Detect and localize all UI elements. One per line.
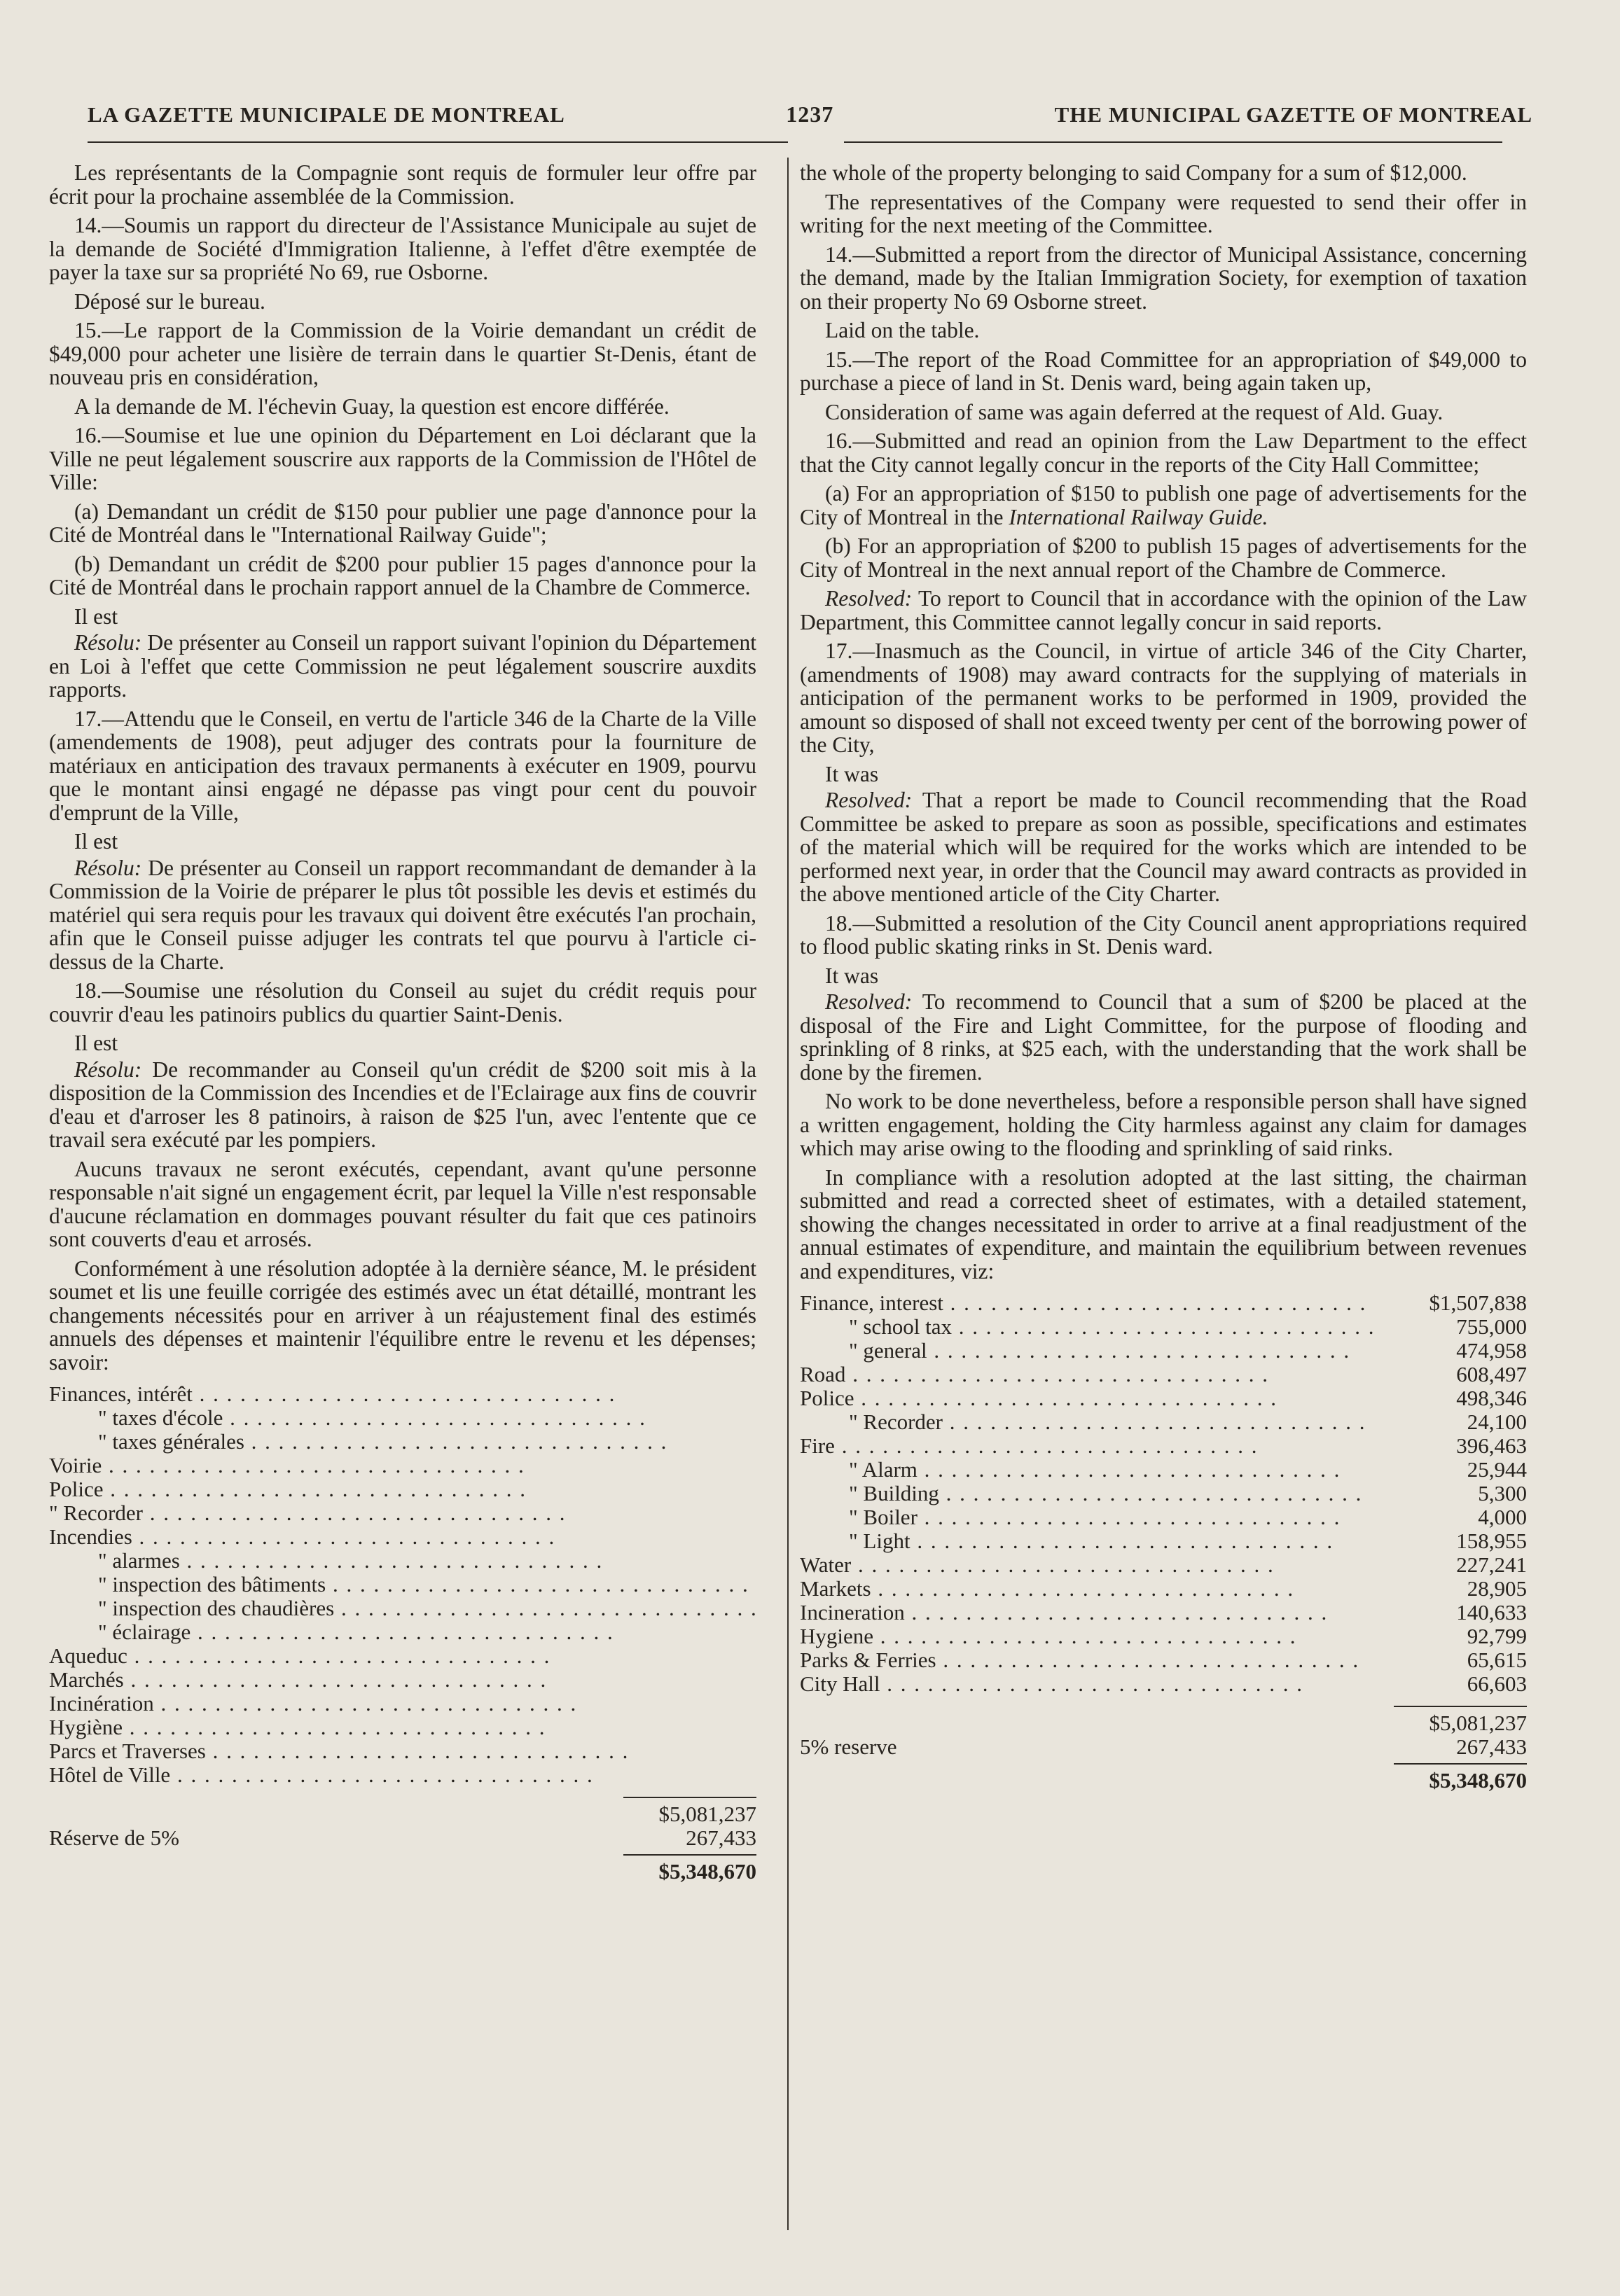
estimate-amount: $1,507,838 bbox=[1402, 1291, 1527, 1315]
estimate-label: Hôtel de Ville bbox=[49, 1763, 171, 1787]
estimate-amount: 755,000 bbox=[1402, 1315, 1527, 1339]
estimate-label: Aqueduc bbox=[49, 1644, 127, 1668]
estimate-row bbox=[800, 1363, 1527, 1386]
en-resolved-label: Resolved: bbox=[825, 586, 913, 611]
estimate-label: " Light bbox=[849, 1529, 911, 1553]
en-paragraph: the whole of the property belonging to said Company for a sum of $12,000. bbox=[800, 161, 1467, 185]
estimate-label: " Recorder bbox=[849, 1410, 943, 1434]
en-paragraph: The representatives of the Company were requested to send their offer in writing for the next meeting of the Committee. bbox=[800, 189, 1527, 237]
estimate-row bbox=[49, 1549, 756, 1573]
estimate-label: Marchés bbox=[49, 1668, 124, 1692]
fr-resolution bbox=[49, 856, 756, 974]
en-totals bbox=[800, 1706, 1527, 1793]
estimate-amount: 24,100 bbox=[1402, 1410, 1527, 1434]
estimate-amount: 28,905 bbox=[1402, 1577, 1527, 1601]
en-it-was: It was bbox=[825, 963, 879, 988]
fr-paragraph: Les représentants de la Compagnie sont requis de formuler leur offre par écrit pour la prochaine assemblée de la Commission. bbox=[49, 161, 756, 209]
fr-paragraph: 14.—Soumis un rapport du directeur de l'Assistance Municipale au sujet de la demande de Société d'Immigration Italienne, à l'effet d'être exemptée de payer la taxe sur sa propriété No 69, rue Osborne. bbox=[49, 213, 756, 284]
estimate-row bbox=[800, 1410, 1527, 1434]
fr-resolu-label: Résolu: bbox=[74, 1057, 142, 1082]
leader-dots bbox=[854, 1386, 1278, 1410]
estimate-label: " Building bbox=[849, 1482, 939, 1505]
leader-dots bbox=[102, 1454, 525, 1477]
estimate-label: " alarmes bbox=[98, 1549, 180, 1573]
leader-dots bbox=[143, 1501, 567, 1525]
fr-reserve-row bbox=[49, 1826, 756, 1850]
estimate-row bbox=[800, 1291, 1527, 1315]
fr-paragraph: Conformément à une résolution adoptée à la dernière séance, M. le président soumet et lis une feuille corrigée des estimés avec un état détaillé, montrant les changements nécessités pour en arriver à un réajustement final des estimés annuels des dépenses et maintenir l'équilibre entre le revenu et les dépenses; savoir: bbox=[49, 1255, 756, 1375]
fr-sum-rule bbox=[623, 1797, 756, 1798]
estimate-row bbox=[49, 1692, 756, 1716]
estimate-label: " inspection des bâtiments bbox=[98, 1573, 326, 1596]
estimate-row bbox=[800, 1553, 1527, 1577]
estimate-label: Parcs et Traverses bbox=[49, 1739, 206, 1763]
estimate-label: Incineration bbox=[800, 1601, 905, 1624]
estimate-row bbox=[800, 1386, 1527, 1410]
estimate-row bbox=[49, 1501, 756, 1525]
en-paragraph: 18.—Submitted a resolution of the City Council anent appropriations required to flood public skating rinks in St. Denis ward. bbox=[800, 910, 1527, 959]
fr-resolu-text: De présenter au Conseil un rapport suivant l'opinion du Département en Loi à l'effet que cette Commission ne peut légalement souscrire auxdits rapports. bbox=[49, 630, 756, 702]
fr-paragraph: 18.—Soumise une résolution du Conseil au sujet du crédit requis pour couvrir d'eau les patinoirs publics du quartier Saint-Denis. bbox=[49, 978, 756, 1027]
estimate-row bbox=[49, 1620, 756, 1644]
estimate-label: " taxes d'école bbox=[98, 1406, 223, 1430]
estimate-amount: 608,497 bbox=[1402, 1363, 1527, 1386]
estimate-row bbox=[800, 1505, 1527, 1529]
en-total: $5,348,670 bbox=[1429, 1768, 1527, 1793]
estimate-row bbox=[49, 1477, 756, 1501]
leader-dots bbox=[170, 1763, 594, 1787]
estimate-amount: 140,633 bbox=[1402, 1601, 1527, 1624]
estimate-label: Finances, intérêt bbox=[49, 1382, 193, 1406]
estimate-row bbox=[49, 1644, 756, 1668]
en-total-rule bbox=[1394, 1763, 1527, 1765]
leader-dots bbox=[911, 1529, 1334, 1553]
estimate-row bbox=[800, 1482, 1527, 1505]
en-paragraph: Laid on the table. bbox=[825, 318, 980, 342]
estimate-label: " éclairage bbox=[98, 1620, 191, 1644]
en-subtotal: $5,081,237 bbox=[1429, 1711, 1527, 1735]
estimate-row bbox=[49, 1430, 756, 1454]
fr-paragraph: Déposé sur le bureau. bbox=[74, 288, 265, 314]
english-column bbox=[800, 161, 1527, 2254]
leader-dots bbox=[326, 1573, 749, 1596]
estimate-amount: 65,615 bbox=[1402, 1648, 1527, 1672]
estimate-label: " Recorder bbox=[49, 1501, 144, 1525]
leader-dots bbox=[936, 1648, 1360, 1672]
leader-dots bbox=[918, 1505, 1341, 1529]
page-number: 1237 bbox=[786, 102, 834, 127]
en-para-a-text: (a) For an appropriation of $150 to publish one page of advertisements for the City of Montreal in the bbox=[800, 481, 1527, 529]
estimate-row bbox=[49, 1739, 756, 1763]
estimate-row bbox=[800, 1577, 1527, 1601]
leader-dots bbox=[180, 1549, 604, 1573]
leader-dots bbox=[939, 1482, 1363, 1505]
header-title-english: THE MUNICIPAL GAZETTE OF MONTREAL bbox=[1054, 102, 1532, 127]
estimate-row bbox=[49, 1525, 756, 1549]
en-reserve-amount: 267,433 bbox=[1456, 1734, 1527, 1759]
column-divider bbox=[787, 158, 789, 2230]
en-resolution bbox=[800, 990, 1527, 1084]
en-paragraph: In compliance with a resolution adopted at the last sitting, the chairman submitted and read a corrected sheet of estimates, with a detailed statement, showing the changes necessitated in order to arrive at a final readjustment of the annual estimates of expenditure, and maintain the equilibrium between revenues and expenditures, viz: bbox=[800, 1164, 1527, 1283]
estimate-row bbox=[800, 1529, 1527, 1553]
fr-subtotal: $5,081,237 bbox=[658, 1802, 756, 1826]
en-para-a-italic: International Railway Guide. bbox=[1009, 504, 1268, 529]
fr-reserve-amount: 267,433 bbox=[686, 1825, 756, 1850]
fr-paragraph: A la demande de M. l'échevin Guay, la question est encore différée. bbox=[74, 394, 670, 419]
fr-totals bbox=[49, 1797, 756, 1884]
estimate-amount: 498,346 bbox=[1402, 1386, 1527, 1410]
estimate-amount: 66,603 bbox=[1402, 1672, 1527, 1696]
fr-reserve-label: Réserve de 5% bbox=[49, 1825, 179, 1850]
estimate-label: Incinération bbox=[49, 1692, 154, 1716]
fr-il-est: Il est bbox=[74, 604, 118, 629]
estimate-amount: 5,300 bbox=[1402, 1482, 1527, 1505]
fr-paragraph: Aucuns travaux ne seront exécutés, cependant, avant qu'une personne responsable n'ait signé un engagement écrit, par lequel la Ville n'est responsable d'aucune réclamation en dommages pouvant résulter du fait que ces patinoirs sont couverts d'eau et arrosés. bbox=[49, 1156, 756, 1251]
estimate-label: Hygiene bbox=[800, 1624, 874, 1648]
leader-dots bbox=[927, 1339, 1351, 1363]
estimate-row bbox=[49, 1406, 756, 1430]
leader-dots bbox=[905, 1601, 1329, 1624]
estimate-row bbox=[49, 1716, 756, 1739]
fr-paragraph: 15.—Le rapport de la Commission de la Voirie demandant un crédit de $49,000 pour acheter une lisière de terrain dans le quartier St-Denis, étant de nouveau pris en considération, bbox=[49, 318, 756, 389]
fr-estimates-table bbox=[49, 1382, 756, 1787]
estimate-amount: 396,463 bbox=[1402, 1434, 1527, 1458]
leader-dots bbox=[193, 1382, 616, 1406]
en-resolved-text: To recommend to Council that a sum of $200 be placed at the disposal of the Fire and Light Committee, for the purpose of flooding and sprinkling of 8 rinks, at $25 each, with the understanding that the work shall be done by the firemen. bbox=[800, 989, 1527, 1085]
estimate-label: " general bbox=[849, 1339, 927, 1363]
fr-resolution bbox=[49, 631, 756, 702]
header-rule-right bbox=[844, 141, 1502, 143]
estimate-label: Road bbox=[800, 1363, 846, 1386]
estimate-amount: 92,799 bbox=[1402, 1624, 1527, 1648]
estimate-row bbox=[49, 1763, 756, 1787]
en-estimates-table bbox=[800, 1291, 1527, 1696]
fr-resolu-label: Résolu: bbox=[74, 855, 142, 880]
header-title-french: LA GAZETTE MUNICIPALE DE MONTREAL bbox=[88, 102, 565, 127]
en-sum-rule bbox=[1394, 1706, 1527, 1707]
estimate-row bbox=[800, 1648, 1527, 1672]
fr-resolu-text: De présenter au Conseil un rapport recommandant de demander à la Commission de la Voirie de préparer le plus tôt possible les devis et estimés du matériel qui sera requis pour les travaux qui doivent être exécutés l'an prochain, afin que le Conseil puisse adjuger les contrats tel que pourvu à l'article ci-dessus de la Charte. bbox=[49, 855, 756, 974]
estimate-label: City Hall bbox=[800, 1672, 880, 1696]
estimate-label: " school tax bbox=[849, 1315, 952, 1339]
leader-dots bbox=[244, 1430, 668, 1454]
french-column bbox=[49, 161, 756, 2254]
leader-dots bbox=[835, 1434, 1259, 1458]
en-resolved-text: That a report be made to Council recommending that the Road Committee be asked to prepare as soon as possible, specifications and estimates of the material which will be required for the works which are intended to be performed next year, in order that the Council may award contracts as provided in the above mentioned article of the City Charter. bbox=[800, 788, 1527, 906]
en-paragraph: Consideration of same was again deferred at the request of Ald. Guay. bbox=[825, 399, 1444, 424]
fr-paragraph: 16.—Soumise et lue une opinion du Département en Loi déclarant que la Ville ne peut légalement souscrire aux rapports de la Commission de l'Hôtel de Ville: bbox=[49, 423, 756, 494]
en-reserve-label: 5% reserve bbox=[800, 1734, 897, 1759]
leader-dots bbox=[952, 1315, 1376, 1339]
fr-subtotal-row bbox=[49, 1802, 756, 1826]
estimate-amount: 227,241 bbox=[1402, 1553, 1527, 1577]
fr-paragraph: (b) Demandant un crédit de $200 pour publier 15 pages d'annonce pour la Cité de Montréal dans le prochain rapport annuel de la Chambre de Commerce. bbox=[49, 551, 756, 599]
leader-dots bbox=[943, 1410, 1366, 1434]
en-paragraph: 15.—The report of the Road Committee for an appropriation of $49,000 to purchase a piece of land in St. Denis ward, being again taken up, bbox=[800, 347, 1527, 395]
estimate-amount: 474,958 bbox=[1402, 1339, 1527, 1363]
estimate-amount: 25,944 bbox=[1402, 1458, 1527, 1482]
estimate-row bbox=[800, 1339, 1527, 1363]
en-resolution bbox=[800, 788, 1527, 906]
estimate-row bbox=[49, 1596, 756, 1620]
leader-dots bbox=[943, 1291, 1367, 1315]
estimate-row bbox=[800, 1315, 1527, 1339]
estimate-label: Fire bbox=[800, 1434, 835, 1458]
en-reserve-row bbox=[800, 1735, 1527, 1759]
estimate-label: Parks & Ferries bbox=[800, 1648, 936, 1672]
leader-dots bbox=[873, 1624, 1297, 1648]
estimate-row bbox=[49, 1573, 756, 1596]
estimate-row bbox=[800, 1601, 1527, 1624]
estimate-label: Water bbox=[800, 1553, 852, 1577]
leader-dots bbox=[191, 1620, 614, 1644]
leader-dots bbox=[223, 1406, 646, 1430]
estimate-label: Voirie bbox=[49, 1454, 102, 1477]
estimate-label: " Alarm bbox=[849, 1458, 918, 1482]
estimate-amount: 4,000 bbox=[1402, 1505, 1527, 1529]
estimate-label: Incendies bbox=[49, 1525, 132, 1549]
estimate-label: " Boiler bbox=[849, 1505, 918, 1529]
en-resolved-label: Resolved: bbox=[825, 788, 913, 812]
estimate-label: Markets bbox=[800, 1577, 871, 1601]
fr-paragraph: (a) Demandant un crédit de $150 pour publier une page d'annonce pour la Cité de Montréal dans le "International Railway Guide"; bbox=[49, 499, 756, 547]
estimate-label: Police bbox=[49, 1477, 104, 1501]
estimate-row bbox=[800, 1458, 1527, 1482]
en-paragraph-a bbox=[800, 482, 1527, 529]
leader-dots bbox=[918, 1458, 1341, 1482]
leader-dots bbox=[871, 1577, 1295, 1601]
estimate-label: Hygiène bbox=[49, 1716, 123, 1739]
leader-dots bbox=[851, 1553, 1275, 1577]
estimate-label: " inspection des chaudières bbox=[98, 1596, 335, 1620]
fr-total-rule bbox=[623, 1854, 756, 1856]
leader-dots bbox=[124, 1668, 548, 1692]
estimate-row bbox=[800, 1624, 1527, 1648]
leader-dots bbox=[845, 1363, 1269, 1386]
fr-resolu-label: Résolu: bbox=[74, 630, 142, 655]
leader-dots bbox=[123, 1716, 546, 1739]
fr-resolu-text: De recommander au Conseil qu'un crédit de $200 soit mis à la disposition de la Commission des Incendies et de l'Eclairage aux fins de couvrir d'eau et d'arroser les 8 patinoirs, à raison de $25 l'un, avec l'entente que ce travail sera exécuté par les pompiers. bbox=[49, 1057, 756, 1152]
leader-dots bbox=[206, 1739, 630, 1763]
fr-il-est: Il est bbox=[74, 1031, 118, 1055]
fr-il-est: Il est bbox=[74, 829, 118, 854]
en-paragraph: 17.—Inasmuch as the Council, in virtue of article 346 of the City Charter, (amendments of 1908) may award contracts for the supplying of materials in anticipation of the permanent works to be performed in 1909, provided the amount so disposed of shall not exceed twenty per cent of the borrowing power of the City, bbox=[800, 639, 1527, 757]
estimate-row bbox=[800, 1672, 1527, 1696]
en-paragraph: 14.—Submitted a report from the director of Municipal Assistance, concerning the demand, made by the Italian Immigration Society, for exemption of taxation on their property No 69 Osborne street. bbox=[800, 242, 1527, 314]
estimate-label: " taxes générales bbox=[98, 1430, 244, 1454]
fr-resolution bbox=[49, 1058, 756, 1152]
en-paragraph: 16.—Submitted and read an opinion from the Law Department to the effect that the City cannot legally concur in the reports of the City Hall Committee; bbox=[800, 429, 1527, 477]
fr-paragraph: 17.—Attendu que le Conseil, en vertu de l'article 346 de la Charte de la Ville (amendements de 1908), peut adjuger des contrats pour la fourniture de matériaux en anticipation des travaux permanents à exécuter en 1909, pourvu que le montant ainsi engagé ne dépasse pas vingt pour cent du pouvoir d'emprunt de la Ville, bbox=[49, 706, 756, 825]
leader-dots bbox=[127, 1644, 551, 1668]
estimate-label: Police bbox=[800, 1386, 854, 1410]
leader-dots bbox=[154, 1692, 578, 1716]
en-it-was: It was bbox=[825, 761, 879, 786]
page-header bbox=[88, 102, 1532, 137]
estimate-label: Finance, interest bbox=[800, 1291, 943, 1315]
estimate-row bbox=[49, 1382, 756, 1406]
estimate-row bbox=[800, 1434, 1527, 1458]
en-resolution bbox=[800, 587, 1527, 634]
en-subtotal-row bbox=[800, 1711, 1527, 1735]
header-rule-left bbox=[88, 141, 788, 143]
en-paragraph: No work to be done nevertheless, before a responsible person shall have signed a written engagement, holding the City harmless against any claim for damages which may arise owing to the flooding and sprinkling of said rinks. bbox=[800, 1089, 1527, 1160]
en-paragraph: (b) For an appropriation of $200 to publish 15 pages of advertisements for the City of Montreal in the next annual report of the Chambre de Commerce. bbox=[800, 534, 1527, 582]
leader-dots bbox=[104, 1477, 527, 1501]
estimate-row bbox=[49, 1668, 756, 1692]
estimate-amount: 158,955 bbox=[1402, 1529, 1527, 1553]
leader-dots bbox=[880, 1672, 1304, 1696]
leader-dots bbox=[334, 1596, 756, 1620]
fr-total: $5,348,670 bbox=[658, 1859, 756, 1884]
estimate-row bbox=[49, 1454, 756, 1477]
en-resolved-label: Resolved: bbox=[825, 989, 913, 1014]
en-resolved-text: To report to Council that in accordance with the opinion of the Law Department, this Committee cannot legally concur in said reports. bbox=[800, 586, 1527, 634]
leader-dots bbox=[132, 1525, 556, 1549]
